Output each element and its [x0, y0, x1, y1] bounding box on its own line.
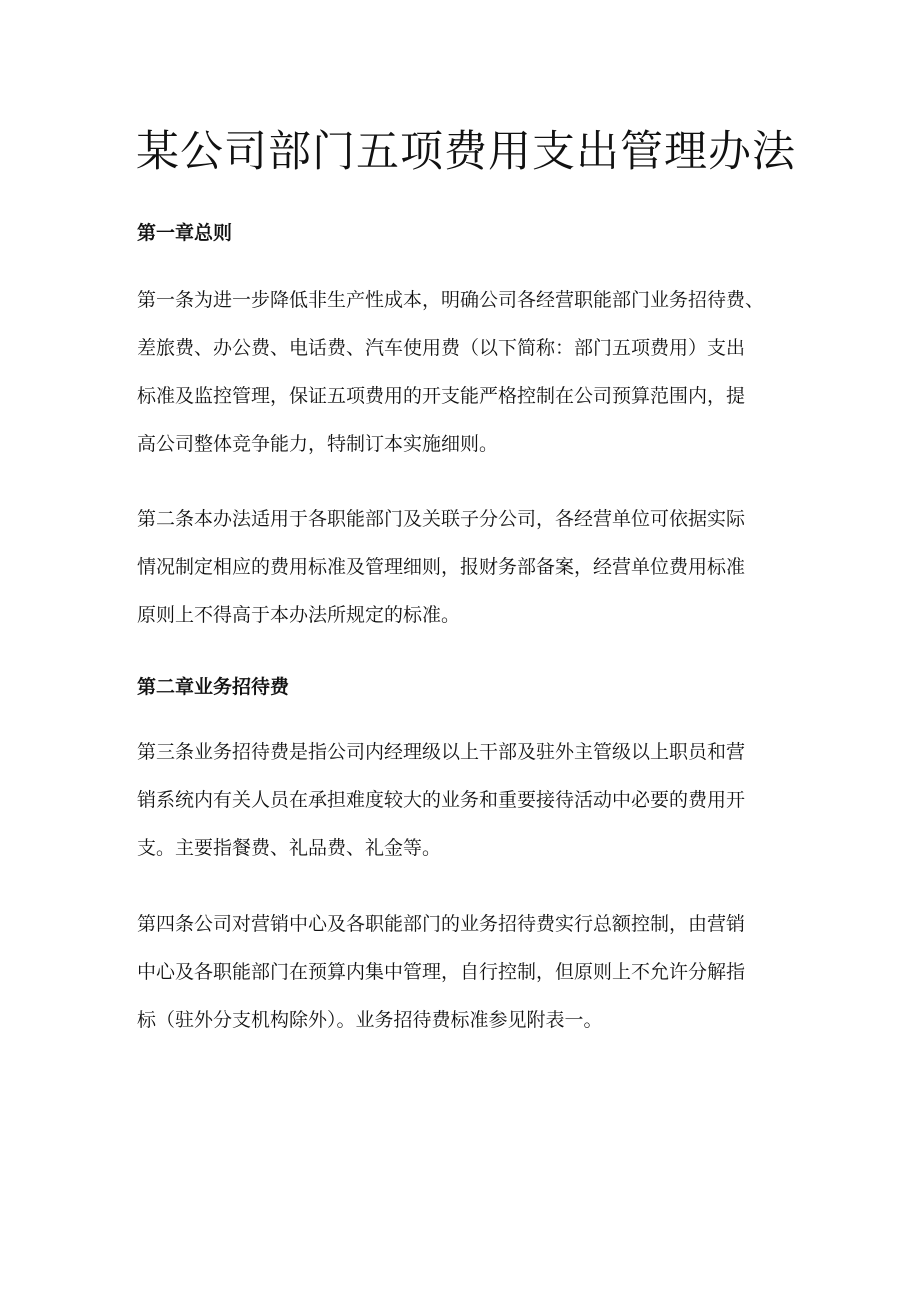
document-title: 某公司部门五项费用支出管理办法: [136, 127, 796, 177]
article-2-line-2: 情况制定相应的费用标准及管理细则，报财务部备案，经营单位费用标准: [137, 556, 746, 578]
article-1-line-3: 标准及监控管理，保证五项费用的开支能严格控制在公司预算范围内，提: [137, 385, 746, 407]
article-2: [137, 495, 797, 639]
chapter-2-heading: 第二章业务招待费: [137, 676, 290, 698]
article-1: [137, 276, 797, 468]
article-3-line-1: 第三条业务招待费是指公司内经理级以上干部及驻外主管级以上职员和营: [137, 741, 746, 763]
article-1-line-2: 差旅费、办公费、电话费、汽车使用费（以下简称：部门五项费用）支出: [137, 337, 746, 359]
article-3-line-2: 销系统内有关人员在承担难度较大的业务和重要接待活动中必要的费用开: [137, 789, 746, 811]
article-3: [137, 728, 797, 872]
article-2-line-3: 原则上不得高于本办法所规定的标准。: [137, 604, 461, 626]
article-1-line-4: 高公司整体竞争能力，特制订本实施细则。: [137, 433, 499, 455]
article-4: [137, 900, 797, 1044]
article-1-line-1: 第一条为进一步降低非生产性成本，明确公司各经营职能部门业务招待费、: [137, 289, 765, 311]
article-4-line-1: 第四条公司对营销中心及各职能部门的业务招待费实行总额控制，由营销: [137, 913, 746, 935]
article-4-line-3: 标（驻外分支机构除外）。业务招待费标准参见附表一。: [137, 1009, 603, 1031]
article-3-line-3: 支。主要指餐费、礼品费、礼金等。: [137, 837, 442, 859]
chapter-1-heading: 第一章总则: [137, 222, 233, 244]
article-2-line-1: 第二条本办法适用于各职能部门及关联子分公司，各经营单位可依据实际: [137, 508, 746, 530]
article-4-line-2: 中心及各职能部门在预算内集中管理，自行控制，但原则上不允许分解指: [137, 961, 746, 983]
